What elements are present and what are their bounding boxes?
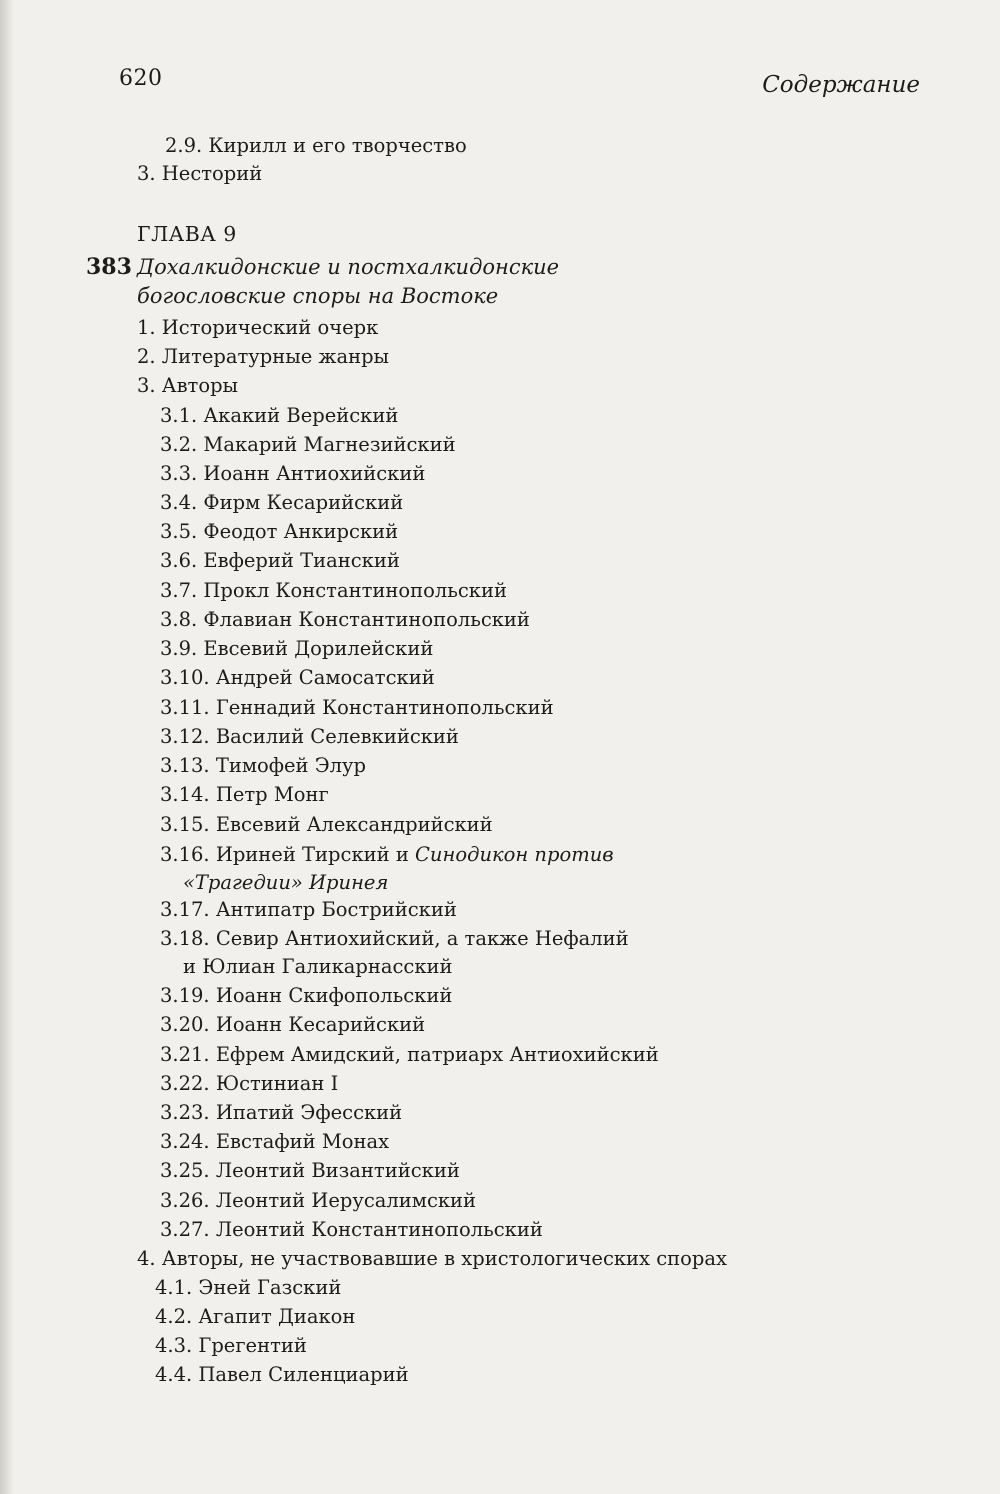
toc-entry: 3.25. Леонтий Византийский: [160, 1159, 460, 1182]
toc-entry: 3.7. Прокл Константинопольский: [160, 579, 507, 602]
toc-entry: 4.2. Агапит Диакон: [155, 1305, 356, 1328]
toc-entry-italic: Синодикон против: [415, 843, 614, 866]
toc-entry: 3.15. Евсевий Александрийский: [160, 813, 493, 836]
toc-entry: 3.5. Феодот Анкирский: [160, 520, 399, 543]
chapter-title-line-2: богословские споры на Востоке: [137, 284, 499, 308]
toc-entry: 3.27. Леонтий Константинопольский: [160, 1218, 543, 1241]
toc-entry: 3.17. Антипатр Бострийский: [160, 898, 457, 921]
toc-entry: 3.6. Евферий Тианский: [160, 549, 400, 572]
toc-entry: 3.24. Евстафий Монах: [160, 1130, 390, 1153]
toc-entry: 4.3. Грегентий: [155, 1334, 307, 1357]
toc-entry: 1. Исторический очерк: [137, 316, 379, 339]
page-gutter-shadow: [0, 0, 14, 1494]
toc-entry-continuation: «Трагедии» Иринея: [183, 871, 389, 894]
toc-entry-continuation: и Юлиан Галикарнасский: [183, 955, 453, 978]
toc-entry: 4.4. Павел Силенциарий: [155, 1363, 409, 1386]
running-title: Содержание: [762, 72, 920, 98]
toc-entry: 3.14. Петр Монг: [160, 783, 329, 806]
toc-entry: 3.3. Иоанн Антиохийский: [160, 462, 426, 485]
chapter-page-number: 383: [86, 254, 132, 280]
page-number: 620: [119, 66, 163, 91]
toc-entry: 3.26. Леонтий Иерусалимский: [160, 1189, 477, 1212]
chapter-title-line-1: Дохалкидонские и постхалкидонские: [137, 255, 560, 279]
toc-entry: 3.20. Иоанн Кесарийский: [160, 1013, 426, 1036]
toc-entry: 3.2. Макарий Магнезийский: [160, 433, 456, 456]
toc-entry-3-16: [160, 841, 614, 869]
toc-entry: 3.11. Геннадий Константинопольский: [160, 696, 554, 719]
toc-entry: 3.4. Фирм Кесарийский: [160, 491, 404, 514]
toc-entry: 4.1. Эней Газский: [155, 1276, 342, 1299]
toc-entry: 3.12. Василий Селевкийский: [160, 725, 459, 748]
toc-entry: 3.8. Флавиан Константинопольский: [160, 608, 530, 631]
toc-entry: 2.9. Кирилл и его творчество: [165, 134, 467, 157]
toc-entry: 4. Авторы, не участвовавшие в христологических спорах: [137, 1247, 728, 1270]
toc-entry: 3.1. Акакий Верейский: [160, 404, 399, 427]
toc-entry: 2. Литературные жанры: [137, 345, 390, 368]
toc-entry-text: 3.16. Ириней Тирский и: [160, 843, 416, 866]
toc-entry: 3. Несторий: [137, 162, 263, 185]
toc-entry: 3.22. Юстиниан I: [160, 1072, 339, 1095]
toc-entry: 3.10. Андрей Самосатский: [160, 666, 435, 689]
toc-entry: 3.23. Ипатий Эфесский: [160, 1101, 403, 1124]
toc-entry: 3.18. Севир Антиохийский, а также Нефалий: [160, 927, 629, 950]
toc-entry: 3.9. Евсевий Дорилейский: [160, 637, 434, 660]
toc-entry: 3.13. Тимофей Элур: [160, 754, 366, 777]
chapter-label: ГЛАВА 9: [137, 222, 237, 246]
toc-entry: 3.19. Иоанн Скифопольский: [160, 984, 453, 1007]
toc-entry: 3. Авторы: [137, 374, 239, 397]
toc-entry: 3.21. Ефрем Амидский, патриарх Антиохийский: [160, 1043, 659, 1066]
